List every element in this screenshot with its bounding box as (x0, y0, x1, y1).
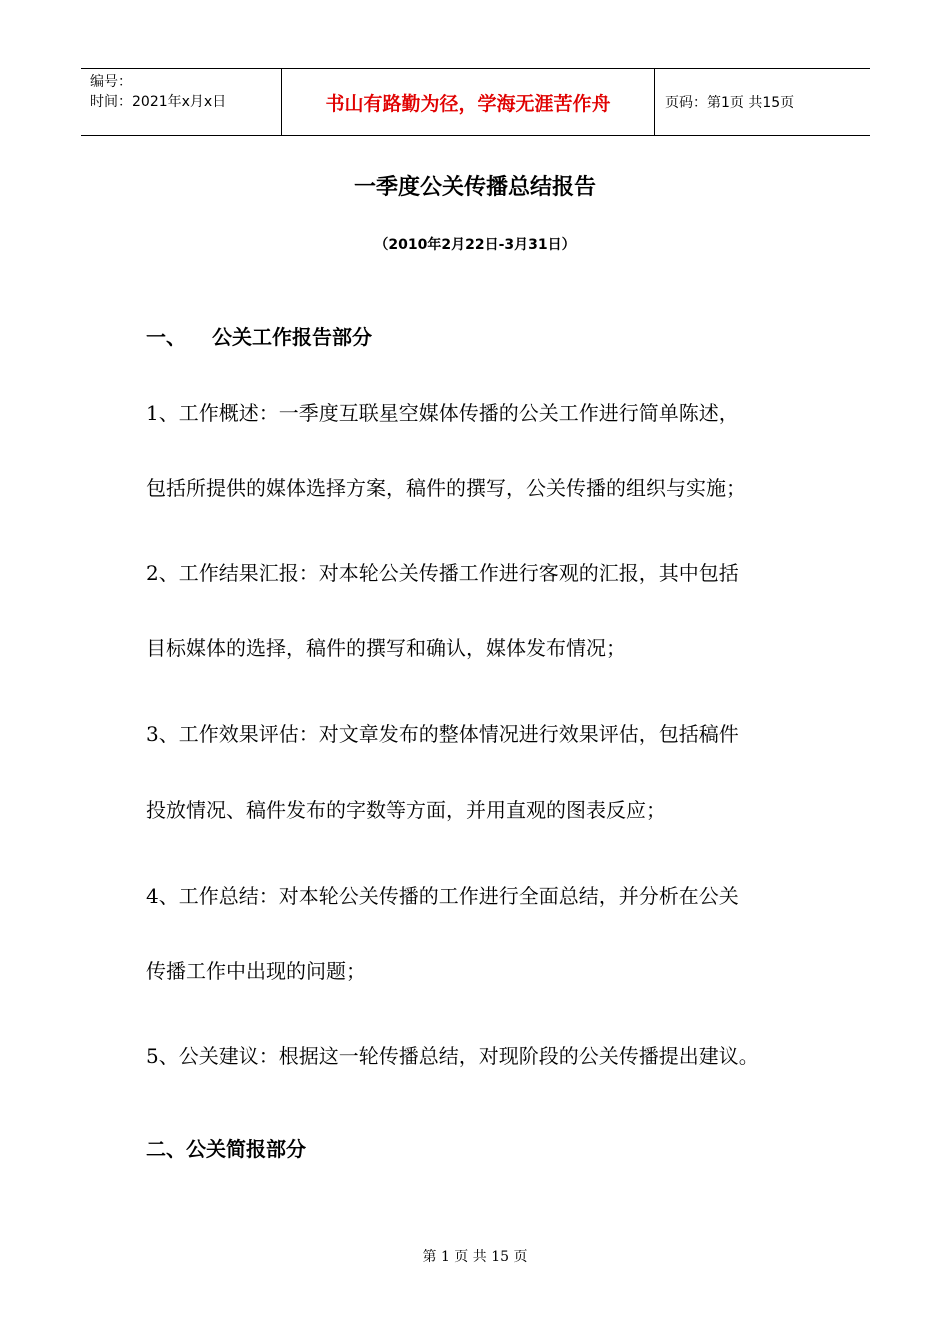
header-motto: 书山有路勤为径，学海无涯苦作舟 (281, 69, 655, 135)
paragraph-line: 目标媒体的选择，稿件的撰写和确认，媒体发布情况； (146, 636, 626, 660)
header-meta (81, 69, 281, 135)
page-footer: 第 1 页 共 15 页 (422, 1249, 528, 1265)
document-date-range: （2010年2月22日-3月31日） (374, 237, 576, 253)
paragraph-line: 5、公关建议：根据这一轮传播总结，对现阶段的公关传播提出建议。 (146, 1044, 759, 1068)
document-number-label: 编号： (90, 74, 132, 90)
paragraph-line: 3、工作效果评估：对文章发布的整体情况进行效果评估，包括稿件 (146, 722, 739, 746)
paragraph-line: 1、工作概述：一季度互联星空媒体传播的公关工作进行简单陈述， (146, 401, 739, 425)
paragraph-line: 投放情况、稿件发布的字数等方面，并用直观的图表反应； (146, 798, 666, 822)
section-title: 公关工作报告部分 (212, 325, 372, 349)
section-number: 一、 (146, 325, 186, 349)
header-page-info: 页码：第1页 共15页 (665, 95, 795, 111)
document-time-label: 时间：2021年x月x日 (90, 94, 227, 110)
paragraph-line: 4、工作总结：对本轮公关传播的工作进行全面总结，并分析在公关 (146, 884, 739, 908)
paragraph-line: 2、工作结果汇报：对本轮公关传播工作进行客观的汇报，其中包括 (146, 561, 739, 585)
section-heading-1 (146, 321, 372, 350)
paragraph-line: 包括所提供的媒体选择方案，稿件的撰写，公关传播的组织与实施； (146, 476, 746, 500)
section-heading-2: 二、公关简报部分 (146, 1137, 306, 1161)
document-title: 一季度公关传播总结报告 (353, 175, 596, 200)
header-table (81, 68, 870, 136)
paragraph-line: 传播工作中出现的问题； (146, 959, 366, 983)
